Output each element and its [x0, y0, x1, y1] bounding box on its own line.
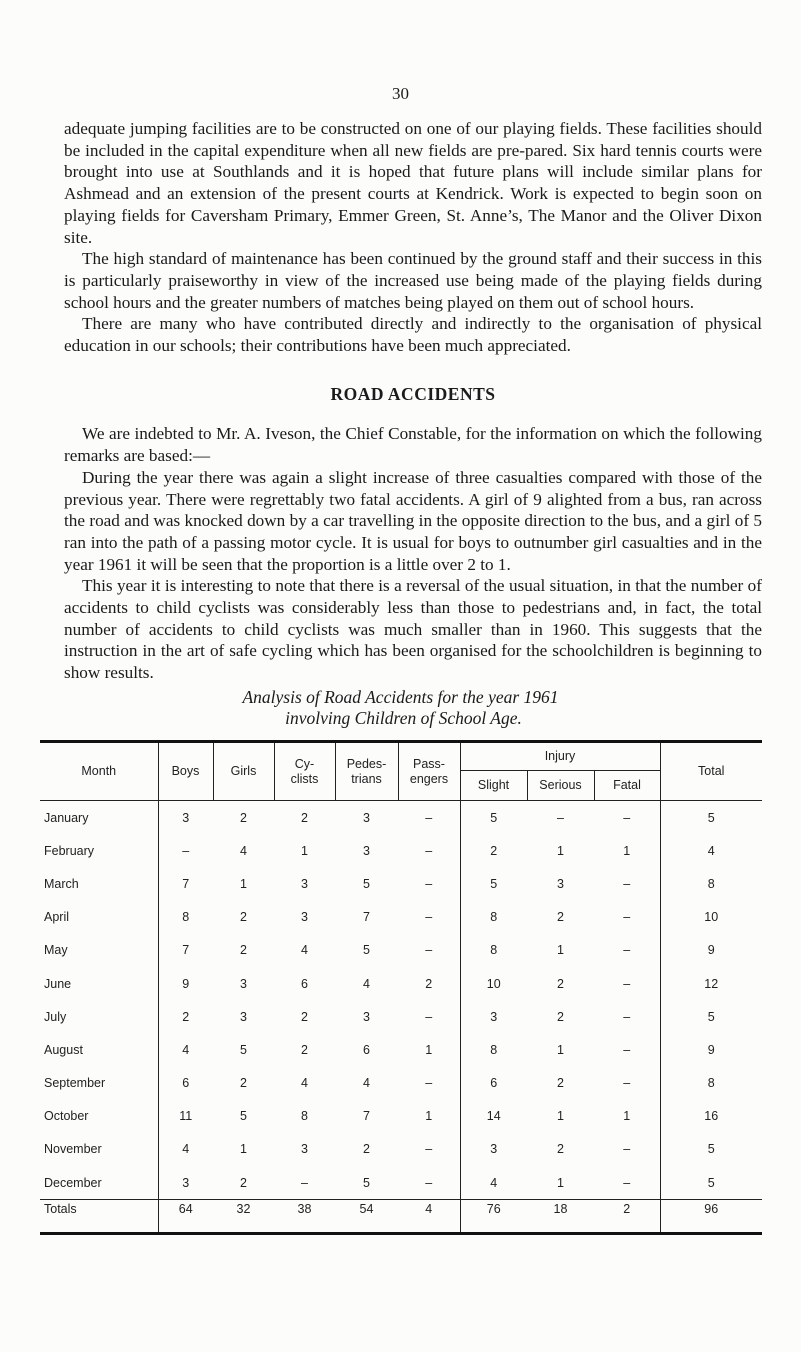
- table-cell: 8: [660, 867, 762, 900]
- table-cell: 32: [213, 1200, 274, 1234]
- table-cell: 1: [557, 1109, 564, 1124]
- header-total: Total: [660, 742, 762, 801]
- table-cell: 8: [158, 901, 213, 934]
- table-cell: 8: [460, 1033, 527, 1066]
- table-row: [40, 867, 762, 900]
- table-cell: –: [623, 1076, 631, 1091]
- table-cell: 5: [240, 1042, 247, 1057]
- header-pedestrians-text: Pedes- trians: [346, 756, 387, 786]
- table-cell: –: [425, 876, 433, 891]
- table-cell: –: [301, 1175, 308, 1190]
- table-cell: –: [623, 1142, 631, 1157]
- table-cell: 5: [460, 867, 527, 900]
- table-row: [40, 967, 762, 1000]
- header-slight: Slight: [460, 771, 527, 801]
- table-cell: 2: [460, 834, 527, 867]
- paragraph: This year it is interesting to note that there is a reversal of the usual situation, in that the number of accidents to child cyclists was considerably less than those to pedestrians and, in fact, the total number of accidents to child cyclists was much smaller than in 1960. This suggests that the instruction in the art of safe cycling which has been organised for the schoolchildren is beginning to show results.: [64, 576, 762, 683]
- table-cell: 5: [660, 1000, 762, 1033]
- table-cell: 18: [527, 1200, 594, 1234]
- header-injury: Injury: [460, 742, 660, 771]
- table-cell: 3: [240, 1009, 247, 1024]
- month-cell: May: [44, 943, 68, 958]
- table-cell: 1: [240, 1142, 247, 1157]
- header-fatal: Fatal: [594, 771, 660, 801]
- table-cell: 2: [301, 1009, 308, 1024]
- table-row: [40, 901, 762, 934]
- table-cell: 5: [460, 801, 527, 835]
- table-cell: –: [557, 810, 564, 825]
- table-cell: 1: [425, 1109, 433, 1124]
- table-cell: 4: [398, 1200, 460, 1234]
- table-cell: 8: [301, 1109, 308, 1124]
- table-cell: 11: [158, 1100, 213, 1133]
- table-cell: 1: [623, 1109, 631, 1124]
- table-cell: 2: [557, 1076, 564, 1091]
- table-cell: –: [425, 1009, 433, 1024]
- table-cell: 5: [660, 1166, 762, 1200]
- paragraph: We are indebted to Mr. A. Iveson, the Chief Constable, for the information on which the following remarks are based:—: [64, 424, 762, 466]
- table-row: [40, 834, 762, 867]
- table-cell: –: [623, 943, 631, 958]
- table-cell: –: [425, 943, 433, 958]
- table-cell: 8: [460, 934, 527, 967]
- table-cell: –: [623, 910, 631, 925]
- table-cell: 7: [158, 867, 213, 900]
- table-row: [40, 1166, 762, 1200]
- table-cell: 54: [335, 1200, 398, 1234]
- table-cell: 4: [301, 943, 308, 958]
- table-cell: 12: [660, 967, 762, 1000]
- table-cell: 38: [274, 1200, 335, 1234]
- table-cell: 3: [557, 876, 564, 891]
- table-row: [40, 1133, 762, 1166]
- accidents-table-wrapper: [40, 740, 762, 1235]
- table-cell: 1: [425, 1042, 433, 1057]
- table-cell: 2: [363, 1142, 370, 1157]
- table-cell: 3: [363, 843, 370, 858]
- header-cyclists-text: Cy- clists: [290, 756, 319, 786]
- table-row: [40, 934, 762, 967]
- section-heading: ROAD ACCIDENTS: [330, 383, 496, 404]
- month-cell: June: [44, 976, 72, 991]
- table-cell: 6: [460, 1067, 527, 1100]
- table-row: [40, 801, 762, 835]
- table-cell: 2: [594, 1200, 660, 1234]
- month-cell: July: [44, 1009, 67, 1024]
- table-row: [40, 1000, 762, 1033]
- table-caption-line-1: Analysis of Road Accidents for the year 1961: [242, 687, 559, 707]
- month-cell: August: [44, 1042, 83, 1057]
- header-girls: Girls: [213, 742, 274, 801]
- month-cell: December: [44, 1175, 102, 1190]
- table-cell: 3: [460, 1133, 527, 1166]
- table-cell: –: [623, 976, 631, 991]
- table-cell: 2: [425, 976, 433, 991]
- table-cell: –: [623, 1042, 631, 1057]
- paragraph: The high standard of maintenance has been continued by the ground staff and their success in this is particularly praiseworthy in view of the increased use being made of the playing fields during school hours and the greater numbers of matches being played on them out of school hours.: [64, 249, 762, 312]
- table-cell: 5: [660, 801, 762, 835]
- table-cell: 9: [660, 1033, 762, 1066]
- header-cyclists: [274, 742, 335, 801]
- table-cell: –: [425, 810, 433, 825]
- table-cell: 2: [158, 1000, 213, 1033]
- table-caption-line-2: involving Children of School Age.: [285, 708, 522, 728]
- table-cell: –: [425, 843, 433, 858]
- table-cell: 3: [240, 976, 247, 991]
- table-cell: –: [623, 876, 631, 891]
- table-cell: 6: [301, 976, 308, 991]
- table-cell: 1: [557, 843, 564, 858]
- totals-row: [40, 1200, 762, 1234]
- table-cell: 2: [557, 976, 564, 991]
- table-cell: 8: [660, 1067, 762, 1100]
- table-cell: 76: [460, 1200, 527, 1234]
- table-cell: 6: [363, 1042, 370, 1057]
- table-cell: 4: [240, 843, 247, 858]
- month-cell: November: [44, 1142, 102, 1157]
- header-pedestrians: [335, 742, 398, 801]
- header-boys: Boys: [158, 742, 213, 801]
- table-cell: 5: [363, 943, 370, 958]
- table-cell: 4: [363, 976, 370, 991]
- table-cell: 3: [158, 1166, 213, 1200]
- table-cell: 5: [363, 1175, 370, 1190]
- month-cell: March: [44, 876, 79, 891]
- table-cell: 2: [557, 1142, 564, 1157]
- table-cell: 3: [363, 810, 370, 825]
- paragraph: There are many who have contributed directly and indirectly to the organisation of physical education in our schools; their contributions have been much appreciated.: [64, 314, 762, 356]
- table-cell: 3: [460, 1000, 527, 1033]
- header-serious: Serious: [527, 771, 594, 801]
- table-cell: 4: [158, 1033, 213, 1066]
- month-cell: April: [44, 910, 70, 925]
- table-cell: 7: [158, 934, 213, 967]
- table-cell: 2: [240, 810, 247, 825]
- table-cell: –: [623, 1009, 631, 1024]
- table-cell: 4: [301, 1076, 308, 1091]
- month-cell: October: [44, 1109, 89, 1124]
- table-cell: 1: [301, 843, 308, 858]
- table-cell: –: [623, 1175, 631, 1190]
- table-cell: 7: [363, 1109, 370, 1124]
- table-row: [40, 1033, 762, 1066]
- paragraph: During the year there was again a slight increase of three casualties compared with those of the previous year. There were regrettably two fatal accidents. A girl of 9 alighted from a bus, ran across the road and was knocked down by a car travelling in the opposite direction to the bus, and a girl of 5 ran into the path of a passing motor cycle. It is usual for boys to outnumber girl casualties and in the year 1961 it will be seen that the proportion is a little over 2 to 1.: [64, 467, 762, 574]
- table-cell: 10: [660, 901, 762, 934]
- table-cell: 2: [240, 1076, 247, 1091]
- road-accidents-table: [40, 740, 762, 1235]
- table-cell: 5: [240, 1109, 247, 1124]
- table-cell: –: [425, 1076, 433, 1091]
- table-cell: 2: [557, 1009, 564, 1024]
- table-body: [40, 801, 762, 1234]
- table-cell: 4: [660, 834, 762, 867]
- table-cell: 1: [240, 876, 247, 891]
- month-cell: January: [44, 810, 89, 825]
- header-passengers-text: Pass- engers: [409, 756, 449, 786]
- table-cell: 14: [460, 1100, 527, 1133]
- table-cell: 96: [660, 1200, 762, 1234]
- table-cell: 6: [158, 1067, 213, 1100]
- totals-label: Totals: [40, 1200, 158, 1234]
- table-cell: 2: [240, 1175, 247, 1190]
- table-cell: 4: [158, 1133, 213, 1166]
- table-cell: –: [425, 1142, 433, 1157]
- table-cell: 3: [301, 1142, 308, 1157]
- table-cell: 16: [660, 1100, 762, 1133]
- table-caption: [0, 687, 801, 729]
- table-cell: 8: [460, 901, 527, 934]
- table-cell: 10: [460, 967, 527, 1000]
- header-passengers: [398, 742, 460, 801]
- table-cell: 7: [363, 910, 370, 925]
- table-cell: 1: [623, 843, 631, 858]
- table-cell: –: [425, 1175, 433, 1190]
- table-cell: 1: [557, 1042, 564, 1057]
- table-cell: 9: [660, 934, 762, 967]
- table-cell: 2: [557, 910, 564, 925]
- table-cell: 3: [363, 1009, 370, 1024]
- table-cell: 2: [301, 1042, 308, 1057]
- table-cell: 1: [557, 1175, 564, 1190]
- table-cell: 2: [301, 810, 308, 825]
- header-month: Month: [40, 742, 158, 801]
- table-cell: 2: [240, 910, 247, 925]
- body-text: [64, 118, 762, 684]
- page-number: 30: [392, 84, 409, 103]
- table-cell: 2: [240, 943, 247, 958]
- table-cell: 64: [158, 1200, 213, 1234]
- table-cell: 3: [301, 910, 308, 925]
- table-cell: 5: [363, 876, 370, 891]
- table-cell: 4: [460, 1166, 527, 1200]
- table-cell: 5: [660, 1133, 762, 1166]
- table-cell: –: [425, 910, 433, 925]
- paragraph: adequate jumping facilities are to be constructed on one of our playing fields. These facilities should be included in the capital expenditure when all new fields are pre-pared. Six hard tennis courts were brought into use at Southlands and it is hoped that future plans will include similar plans for Ashmead and an extension of the present courts at Kendrick. Work is expected to begin soon on playing fields for Caversham Primary, Emmer Green, St. Anne’s, The Manor and the Oliver Dixon site.: [64, 119, 762, 247]
- table-row: [40, 1100, 762, 1133]
- table-row: [40, 1067, 762, 1100]
- table-cell: –: [623, 810, 631, 825]
- month-cell: September: [44, 1076, 106, 1091]
- table-cell: –: [158, 834, 213, 867]
- table-cell: 9: [158, 967, 213, 1000]
- month-cell: February: [44, 843, 95, 858]
- table-cell: 4: [363, 1076, 370, 1091]
- table-cell: 3: [158, 801, 213, 835]
- table-cell: 1: [557, 943, 564, 958]
- table-cell: 3: [301, 876, 308, 891]
